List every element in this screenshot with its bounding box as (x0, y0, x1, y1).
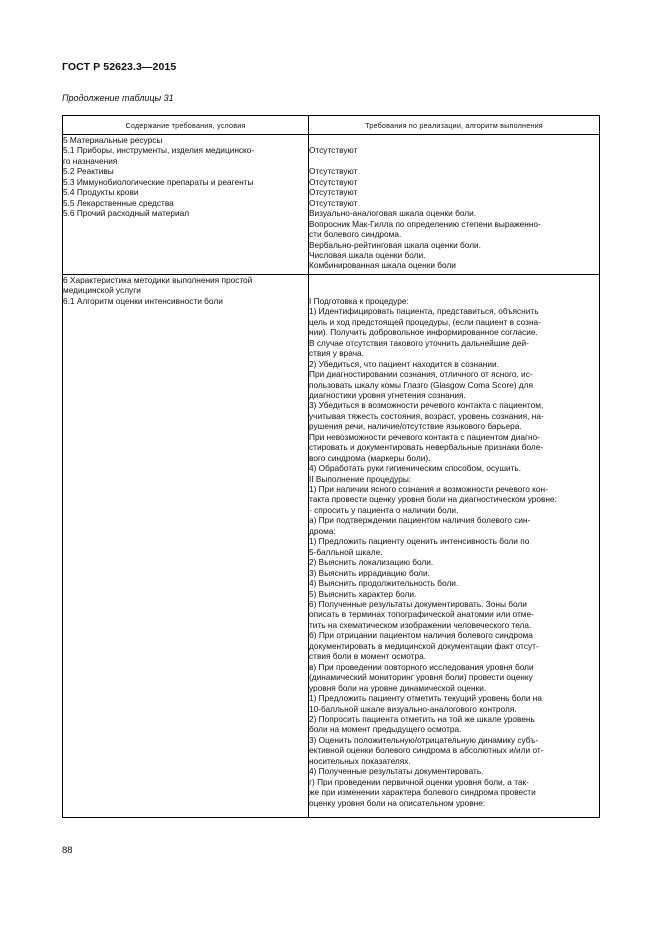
cell-line: учитывая тяжесть состояния, возраст, уровень сознания, на- (309, 410, 544, 421)
cell-line: 1) Предложить пациенту оценить интенсивность боли по (309, 536, 530, 547)
cell-line: пользовать шкалу комы Глазго (Glasgow Coma Score) для (309, 379, 533, 390)
cell-line: 5 Материальные ресурсы (63, 135, 163, 145)
cell-line: 6.1 Алгоритм оценки интенсивности боли (63, 295, 223, 306)
cell-line: ективной оценки болевого синдрома в абсолютных и/или от- (309, 745, 544, 756)
cell-line: 3) Выяснить иррадиацию боли. (309, 567, 430, 578)
cell-line: стировать и документировать невербальные признаки боле- (309, 442, 544, 453)
column-header-requirements: Содержание требования, условия (63, 116, 309, 135)
cell-line: описать в терминах топографической анатомии или отме- (309, 609, 534, 620)
document-code: ГОСТ Р 52623.3—2015 (62, 61, 177, 73)
cell-line: 5.4 Продукты крови (63, 187, 139, 198)
cell-line: дрома: (309, 525, 336, 536)
cell-line: тить на схематическом изображении человеческого тела. (309, 619, 532, 630)
cell-line: медицинской услуги (63, 285, 141, 296)
cell-line: рушения речи, наличие/отсутствие языкового барьера. (309, 421, 522, 432)
cell-line: 2) Убедиться, что пациент находится в сознании. (309, 358, 499, 369)
cell-line: 6) Полученные результаты документировать. Зоны боли (309, 599, 527, 610)
cell-line: боли на момент предыдущего осмотра. (309, 724, 462, 735)
row1-left-cell (63, 135, 309, 275)
cell-line: Отсутствуют (309, 166, 358, 177)
cell-line: цель и ход предстоящей процедуры, (если пациент в созна- (309, 316, 541, 327)
table-caption: Продолжение таблицы 31 (62, 93, 174, 103)
cell-line: 3) Убедиться в возможности речевого контакта с пациентом, (309, 400, 544, 411)
cell-line: б) При отрицании пациентом наличия болевого синдрома (309, 630, 533, 641)
cell-line: 5.2 Реактивы (63, 166, 114, 177)
cell-line (309, 156, 599, 166)
cell-line: уровня боли на уровне динамической оценки. (309, 682, 487, 693)
cell-line: 3) Оценить положительную/отрицательную динамику субъ- (309, 734, 539, 745)
cell-line: 5-балльной шкале. (309, 546, 383, 557)
cell-line (309, 135, 599, 145)
cell-line: 5) Выяснить характер боли. (309, 588, 417, 599)
cell-line: (динамический мониторинг уровня боли) провести оценку (309, 672, 533, 683)
cell-line: 4) Полученные результаты документировать. (309, 766, 484, 777)
table-row-resources (63, 135, 600, 275)
cell-line: Числовая шкала оценки боли. (309, 249, 426, 260)
cell-line: Вербально-рейтинговая шкала оценки боли. (309, 239, 481, 250)
row2-right-cell (309, 275, 600, 818)
cell-line: II Выполнение процедуры: (309, 473, 412, 484)
page-number: 88 (62, 845, 73, 856)
cell-line: - спросить у пациента о наличии боли. (309, 504, 459, 515)
cell-line: вого синдрома (маркеры боли). (309, 452, 431, 463)
cell-line: 2) Попросить пациента отметить на той же шкале уровень (309, 714, 535, 724)
cell-line: диагностики уровня угнетения сознания. (309, 389, 466, 400)
cell-line: При невозможности речевого контакта с пациентом диагно- (309, 431, 540, 442)
cell-line: такта провести оценку уровня боли на диагностическом уровне: (309, 494, 557, 505)
cell-line: 1) Идентифицировать пациента, представиться, объяснить (309, 306, 539, 317)
cell-line: ствия у врача. (309, 348, 364, 359)
cell-line: Отсутствуют (309, 197, 358, 208)
cell-line: нии). Получить добровольное информированное согласие. (309, 327, 538, 338)
cell-line: г) При проведении первичной оценки уровня боли, а так- (309, 776, 529, 787)
cell-line: I Подготовка к процедуре: (309, 295, 409, 306)
table-header-row (63, 116, 600, 135)
cell-line: Отсутствуют (309, 145, 358, 156)
cell-line: оценку уровня боли на описательном уровне: (309, 797, 486, 808)
cell-line: При диагностировании сознания, отличного от ясного, ис- (309, 369, 533, 380)
cell-line: 5.3 Иммунобиологические препараты и реагенты (63, 176, 254, 187)
cell-line: 1) Предложить пациенту отметить текущий уровень боли на (309, 693, 542, 704)
requirements-table (62, 115, 600, 818)
cell-line: 5.1 Приборы, инструменты, изделия медицинско- (63, 145, 255, 156)
cell-line: Комбинированная шкала оценки боли (309, 260, 456, 271)
cell-line: Отсутствуют (309, 176, 358, 187)
row1-right-cell (309, 135, 600, 275)
cell-line: 4) Выяснить продолжительность боли. (309, 578, 459, 589)
cell-line: Вопросник Мак-Гилла по определению степени выраженно- (309, 218, 541, 229)
cell-line: же при изменении характера болевого синдрома провести (309, 787, 536, 798)
column-header-implementation: Требования по реализации, алгоритм выполнения (309, 116, 600, 135)
cell-line: 5.6 Прочий расходный материал (63, 208, 190, 219)
cell-line: носительных показателях. (309, 755, 411, 766)
cell-line: сти болевого синдрома. (309, 229, 402, 240)
cell-line: 10-балльной шкале визуально-аналогового контроля. (309, 703, 517, 714)
cell-line: а) При подтверждении пациентом наличия болевого син- (309, 515, 531, 526)
row2-left-cell (63, 275, 309, 818)
cell-line: 2) Выяснить локализацию боли. (309, 557, 434, 568)
cell-line (309, 275, 599, 285)
cell-line: го назначения (63, 155, 118, 166)
cell-line: документировать в медицинской документации факт отсут- (309, 640, 539, 651)
cell-line: Отсутствуют (309, 187, 358, 198)
cell-line: 5.5 Лекарственные средства (63, 197, 174, 208)
cell-line: 6 Характеристика методики выполнения простой (63, 275, 253, 285)
cell-line: ствия боли в момент осмотра. (309, 651, 427, 662)
cell-line: 4) Обработать руки гигиеническим способом, осушить. (309, 463, 522, 474)
cell-line (309, 285, 599, 295)
cell-line: в) При проведении повторного исследования уровня боли (309, 661, 534, 672)
cell-line: 1) При наличии ясного сознания и возможности речевого кон- (309, 484, 548, 495)
cell-line: Визуально-аналоговая шкала оценки боли. (309, 208, 477, 219)
cell-line: В случае отсутствия такового уточнить дальнейшие дей- (309, 337, 529, 348)
table-row-method (63, 275, 600, 818)
